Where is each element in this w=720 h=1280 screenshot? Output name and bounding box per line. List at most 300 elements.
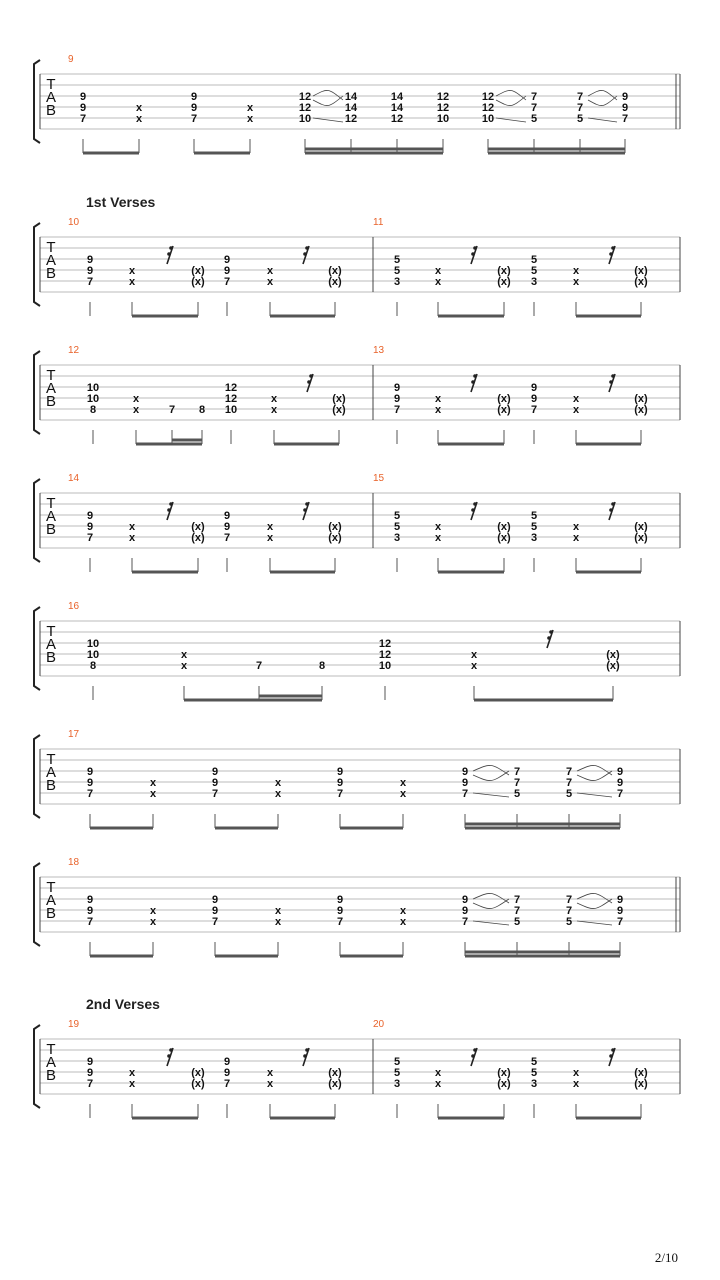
tab-letter-t: T [46, 879, 56, 896]
fret-number: 10 [224, 404, 238, 416]
fret-number: 9 [530, 382, 538, 394]
fret-number: x [572, 532, 580, 544]
fret-number: (x) [606, 649, 620, 661]
fret-number: 8 [198, 404, 206, 416]
tab-letter-b: B [45, 1067, 57, 1084]
fret-number: 7 [223, 532, 231, 544]
fret-number: 12 [224, 393, 238, 405]
measure-number: 20 [373, 1019, 385, 1030]
tab-system [34, 54, 680, 153]
fret-number: (x) [191, 1067, 205, 1079]
slide-mark [496, 118, 526, 122]
tab-letter-t: T [46, 367, 56, 384]
fret-number: 5 [530, 521, 538, 533]
fret-number: x [128, 532, 136, 544]
slide-mark [473, 921, 509, 925]
fret-number: 7 [86, 532, 94, 544]
fret-number: x [274, 788, 282, 800]
fret-number: (x) [606, 660, 620, 672]
section-title: 2nd Verses [86, 996, 160, 1012]
fret-number: 14 [390, 91, 404, 103]
fret-number: 9 [461, 894, 469, 906]
fret-number: 12 [378, 649, 392, 661]
fret-number: 9 [86, 510, 94, 522]
fret-number: 7 [461, 788, 469, 800]
slide-mark [588, 90, 617, 100]
fret-number: x [246, 102, 254, 114]
fret-number: x [434, 265, 442, 277]
rest-dot [611, 246, 615, 250]
fret-number: x [132, 393, 140, 405]
fret-number: 5 [530, 510, 538, 522]
fret-number: (x) [332, 404, 346, 416]
fret-number: 9 [461, 766, 469, 778]
fret-number: 7 [86, 788, 94, 800]
measure-number: 17 [68, 729, 80, 740]
slide-mark [496, 96, 526, 106]
fret-number: x [270, 404, 278, 416]
measure-number: 9 [68, 54, 74, 65]
rest-dot [473, 374, 477, 378]
tab-letter-a: A [45, 636, 57, 653]
fret-number: x [470, 660, 478, 672]
fret-number: (x) [497, 404, 511, 416]
fret-number: (x) [634, 521, 648, 533]
fret-number: x [266, 1078, 274, 1090]
fret-number: x [135, 113, 143, 125]
fret-number: x [572, 276, 580, 288]
fret-number: x [399, 916, 407, 928]
fret-number: (x) [191, 1078, 205, 1090]
fret-number: 9 [336, 766, 344, 778]
fret-number: (x) [328, 276, 342, 288]
fret-number: x [572, 1078, 580, 1090]
system-bracket [34, 607, 40, 690]
fret-number: 9 [621, 102, 629, 114]
tab-system [34, 473, 680, 572]
rest-dot [471, 380, 475, 384]
fret-number: x [128, 1078, 136, 1090]
fret-number: 9 [211, 766, 219, 778]
fret-number: x [572, 265, 580, 277]
slide-mark [473, 793, 509, 797]
rest-dot [609, 252, 613, 256]
system-bracket [34, 479, 40, 562]
section-title: 1st Verses [86, 194, 156, 210]
fret-number: (x) [497, 265, 511, 277]
fret-number: 10 [86, 649, 100, 661]
fret-number: x [149, 905, 157, 917]
rest-dot [305, 1048, 309, 1052]
fret-number: x [266, 1067, 274, 1079]
slide-mark [313, 96, 343, 106]
fret-number: x [149, 777, 157, 789]
rest-dot [471, 1054, 475, 1058]
tab-letter-a: A [45, 764, 57, 781]
fret-number: 8 [89, 660, 97, 672]
rest-dot [611, 1048, 615, 1052]
tab-system [34, 194, 680, 316]
fret-number: 5 [513, 788, 521, 800]
fret-number: 12 [298, 91, 312, 103]
slide-mark [473, 893, 509, 903]
rest-dot [303, 252, 307, 256]
fret-number: 7 [86, 276, 94, 288]
fret-number: 3 [530, 532, 538, 544]
page-number: 2/10 [654, 1250, 678, 1265]
slide-mark [577, 765, 612, 775]
fret-number: 7 [168, 404, 176, 416]
tab-system [34, 996, 680, 1118]
fret-number: 9 [223, 265, 231, 277]
measure-number: 11 [373, 217, 384, 228]
fret-number: (x) [328, 521, 342, 533]
slide-mark [473, 765, 509, 775]
fret-number: 14 [390, 102, 404, 114]
fret-number: 9 [211, 777, 219, 789]
tab-system [34, 729, 680, 828]
fret-number: x [266, 532, 274, 544]
fret-number: x [132, 404, 140, 416]
fret-number: 7 [393, 404, 401, 416]
slide-mark [588, 96, 617, 106]
rest-dot [169, 1048, 173, 1052]
fret-number: 12 [298, 102, 312, 114]
fret-number: (x) [332, 393, 346, 405]
fret-number: 10 [86, 393, 100, 405]
measure-number: 19 [68, 1019, 80, 1030]
fret-number: 9 [461, 777, 469, 789]
tab-system [34, 601, 680, 700]
rest-dot [167, 252, 171, 256]
fret-number: x [434, 276, 442, 288]
fret-number: 5 [393, 254, 401, 266]
fret-number: 10 [481, 113, 495, 125]
fret-number: x [470, 649, 478, 661]
fret-number: x [434, 1078, 442, 1090]
fret-number: x [180, 649, 188, 661]
fret-number: 5 [565, 916, 573, 928]
fret-number: x [274, 916, 282, 928]
fret-number: 9 [79, 91, 87, 103]
fret-number: 8 [89, 404, 97, 416]
rest-dot [609, 380, 613, 384]
fret-number: 7 [223, 276, 231, 288]
fret-number: (x) [191, 276, 205, 288]
tab-letter-t: T [46, 76, 56, 93]
tab-system [34, 345, 680, 444]
rest-dot [609, 508, 613, 512]
tab-letter-b: B [45, 521, 57, 538]
fret-number: 9 [393, 382, 401, 394]
fret-number: 9 [530, 393, 538, 405]
fret-number: 9 [86, 521, 94, 533]
fret-number: x [274, 777, 282, 789]
measure-number: 13 [373, 345, 385, 356]
fret-number: (x) [191, 532, 205, 544]
fret-number: (x) [497, 521, 511, 533]
fret-number: 3 [530, 1078, 538, 1090]
fret-number: 14 [344, 91, 358, 103]
fret-number: 9 [393, 393, 401, 405]
tab-letter-a: A [45, 380, 57, 397]
fret-number: x [135, 102, 143, 114]
fret-number: x [399, 788, 407, 800]
fret-number: 12 [390, 113, 404, 125]
fret-number: 9 [86, 905, 94, 917]
measure-number: 12 [68, 345, 80, 356]
fret-number: 7 [530, 91, 538, 103]
fret-number: 9 [223, 510, 231, 522]
fret-number: (x) [634, 532, 648, 544]
fret-number: x [572, 1067, 580, 1079]
fret-number: 12 [481, 102, 495, 114]
fret-number: x [572, 393, 580, 405]
slide-mark [588, 118, 617, 122]
fret-number: x [266, 521, 274, 533]
fret-number: 7 [86, 916, 94, 928]
slide-mark [577, 921, 612, 925]
fret-number: 9 [190, 91, 198, 103]
fret-number: (x) [497, 276, 511, 288]
system-bracket [34, 863, 40, 946]
fret-number: 9 [621, 91, 629, 103]
fret-number: (x) [497, 532, 511, 544]
fret-number: 7 [336, 916, 344, 928]
fret-number: (x) [634, 265, 648, 277]
fret-number: (x) [328, 1067, 342, 1079]
fret-number: 9 [86, 265, 94, 277]
fret-number: 7 [255, 660, 263, 672]
fret-number: 9 [336, 894, 344, 906]
rest-dot [471, 252, 475, 256]
tab-letter-t: T [46, 1041, 56, 1058]
slide-mark [473, 899, 509, 909]
fret-number: (x) [328, 1078, 342, 1090]
fret-number: 7 [616, 916, 624, 928]
rest-dot [309, 374, 313, 378]
slide-mark [473, 771, 509, 781]
rest-dot [471, 508, 475, 512]
tab-letter-t: T [46, 495, 56, 512]
fret-number: (x) [634, 1078, 648, 1090]
tab-letter-t: T [46, 751, 56, 768]
fret-number: 9 [86, 894, 94, 906]
fret-number: 9 [190, 102, 198, 114]
fret-number: x [434, 393, 442, 405]
rest-dot [611, 502, 615, 506]
rest-dot [303, 508, 307, 512]
fret-number: 7 [513, 905, 521, 917]
system-bracket [34, 60, 40, 143]
fret-number: x [434, 404, 442, 416]
fret-number: x [128, 1067, 136, 1079]
fret-number: 9 [336, 905, 344, 917]
fret-number: x [149, 916, 157, 928]
measure-number: 18 [68, 857, 80, 868]
fret-number: 5 [393, 265, 401, 277]
fret-number: 7 [565, 766, 573, 778]
fret-number: 9 [86, 254, 94, 266]
tab-letter-b: B [45, 265, 57, 282]
tab-letter-b: B [45, 777, 57, 794]
fret-number: 7 [576, 102, 584, 114]
fret-number: 9 [616, 894, 624, 906]
fret-number: 9 [223, 521, 231, 533]
fret-number: x [180, 660, 188, 672]
slide-mark [313, 118, 343, 122]
fret-number: 3 [393, 1078, 401, 1090]
rest-dot [473, 246, 477, 250]
fret-number: x [246, 113, 254, 125]
measure-number: 15 [373, 473, 385, 484]
fret-number: (x) [634, 1067, 648, 1079]
fret-number: 7 [513, 894, 521, 906]
fret-number: 9 [86, 1067, 94, 1079]
fret-number: x [274, 905, 282, 917]
fret-number: 5 [565, 788, 573, 800]
fret-number: 7 [565, 894, 573, 906]
tab-letter-t: T [46, 239, 56, 256]
fret-number: (x) [191, 265, 205, 277]
fret-number: 7 [530, 404, 538, 416]
fret-number: x [128, 521, 136, 533]
rest-dot [611, 374, 615, 378]
fret-number: x [128, 276, 136, 288]
fret-number: 10 [378, 660, 392, 672]
fret-number: 12 [436, 91, 450, 103]
slide-mark [577, 899, 612, 909]
fret-number: x [434, 532, 442, 544]
fret-number: 9 [86, 766, 94, 778]
fret-number: (x) [497, 393, 511, 405]
fret-number: x [434, 521, 442, 533]
system-bracket [34, 351, 40, 434]
fret-number: 9 [211, 894, 219, 906]
fret-number: 5 [393, 510, 401, 522]
fret-number: 7 [565, 905, 573, 917]
system-bracket [34, 1025, 40, 1108]
fret-number: 12 [224, 382, 238, 394]
fret-number: 12 [481, 91, 495, 103]
fret-number: 3 [530, 276, 538, 288]
systems-layer [34, 54, 680, 1118]
fret-number: 14 [344, 102, 358, 114]
fret-number: 12 [378, 638, 392, 650]
tab-letter-t: T [46, 623, 56, 640]
fret-number: 10 [436, 113, 450, 125]
fret-number: 10 [86, 638, 100, 650]
fret-number: 5 [530, 265, 538, 277]
fret-number: 7 [565, 777, 573, 789]
fret-number: 5 [393, 1067, 401, 1079]
fret-number: (x) [328, 532, 342, 544]
rest-dot [473, 1048, 477, 1052]
fret-number: 7 [336, 788, 344, 800]
slide-mark [577, 771, 612, 781]
tab-letter-a: A [45, 508, 57, 525]
fret-number: 7 [616, 788, 624, 800]
fret-number: (x) [634, 276, 648, 288]
fret-number: 8 [318, 660, 326, 672]
rest-dot [549, 630, 553, 634]
rest-dot [303, 1054, 307, 1058]
fret-number: 7 [576, 91, 584, 103]
fret-number: 7 [530, 102, 538, 114]
fret-number: 5 [530, 113, 538, 125]
fret-number: (x) [634, 404, 648, 416]
fret-number: 9 [461, 905, 469, 917]
fret-number: 9 [616, 766, 624, 778]
rest-dot [167, 508, 171, 512]
fret-number: x [149, 788, 157, 800]
fret-number: 7 [190, 113, 198, 125]
rest-dot [547, 636, 551, 640]
slide-mark [313, 90, 343, 100]
fret-number: 12 [344, 113, 358, 125]
fret-number: x [270, 393, 278, 405]
tab-letter-a: A [45, 1054, 57, 1071]
slide-mark [577, 893, 612, 903]
fret-number: (x) [497, 1078, 511, 1090]
fret-number: x [434, 1067, 442, 1079]
tab-letter-a: A [45, 252, 57, 269]
fret-number: 10 [86, 382, 100, 394]
fret-number: x [572, 521, 580, 533]
fret-number: 7 [513, 777, 521, 789]
fret-number: 9 [223, 1067, 231, 1079]
fret-number: 7 [211, 916, 219, 928]
fret-number: 9 [336, 777, 344, 789]
fret-number: 12 [436, 102, 450, 114]
fret-number: 10 [298, 113, 312, 125]
system-bracket [34, 735, 40, 818]
slide-mark [496, 90, 526, 100]
fret-number: 5 [393, 521, 401, 533]
measure-number: 14 [68, 473, 80, 484]
rest-dot [473, 502, 477, 506]
fret-number: x [399, 905, 407, 917]
fret-number: 5 [393, 1056, 401, 1068]
measure-number: 10 [68, 217, 80, 228]
fret-number: 9 [86, 1056, 94, 1068]
fret-number: 5 [530, 1067, 538, 1079]
rest-dot [167, 1054, 171, 1058]
fret-number: 5 [576, 113, 584, 125]
fret-number: x [128, 265, 136, 277]
fret-number: (x) [497, 1067, 511, 1079]
tab-letter-b: B [45, 649, 57, 666]
measure-number: 16 [68, 601, 80, 612]
tab-system [34, 857, 680, 956]
fret-number: 9 [616, 905, 624, 917]
fret-number: 3 [393, 276, 401, 288]
rest-dot [307, 380, 311, 384]
fret-number: 5 [530, 254, 538, 266]
fret-number: 7 [621, 113, 629, 125]
tab-letter-b: B [45, 102, 57, 119]
rest-dot [169, 246, 173, 250]
rest-dot [169, 502, 173, 506]
fret-number: 9 [223, 1056, 231, 1068]
fret-number: x [266, 276, 274, 288]
fret-number: 7 [86, 1078, 94, 1090]
fret-number: 7 [223, 1078, 231, 1090]
fret-number: x [572, 404, 580, 416]
fret-number: 9 [223, 254, 231, 266]
rest-dot [305, 502, 309, 506]
tab-letter-b: B [45, 905, 57, 922]
